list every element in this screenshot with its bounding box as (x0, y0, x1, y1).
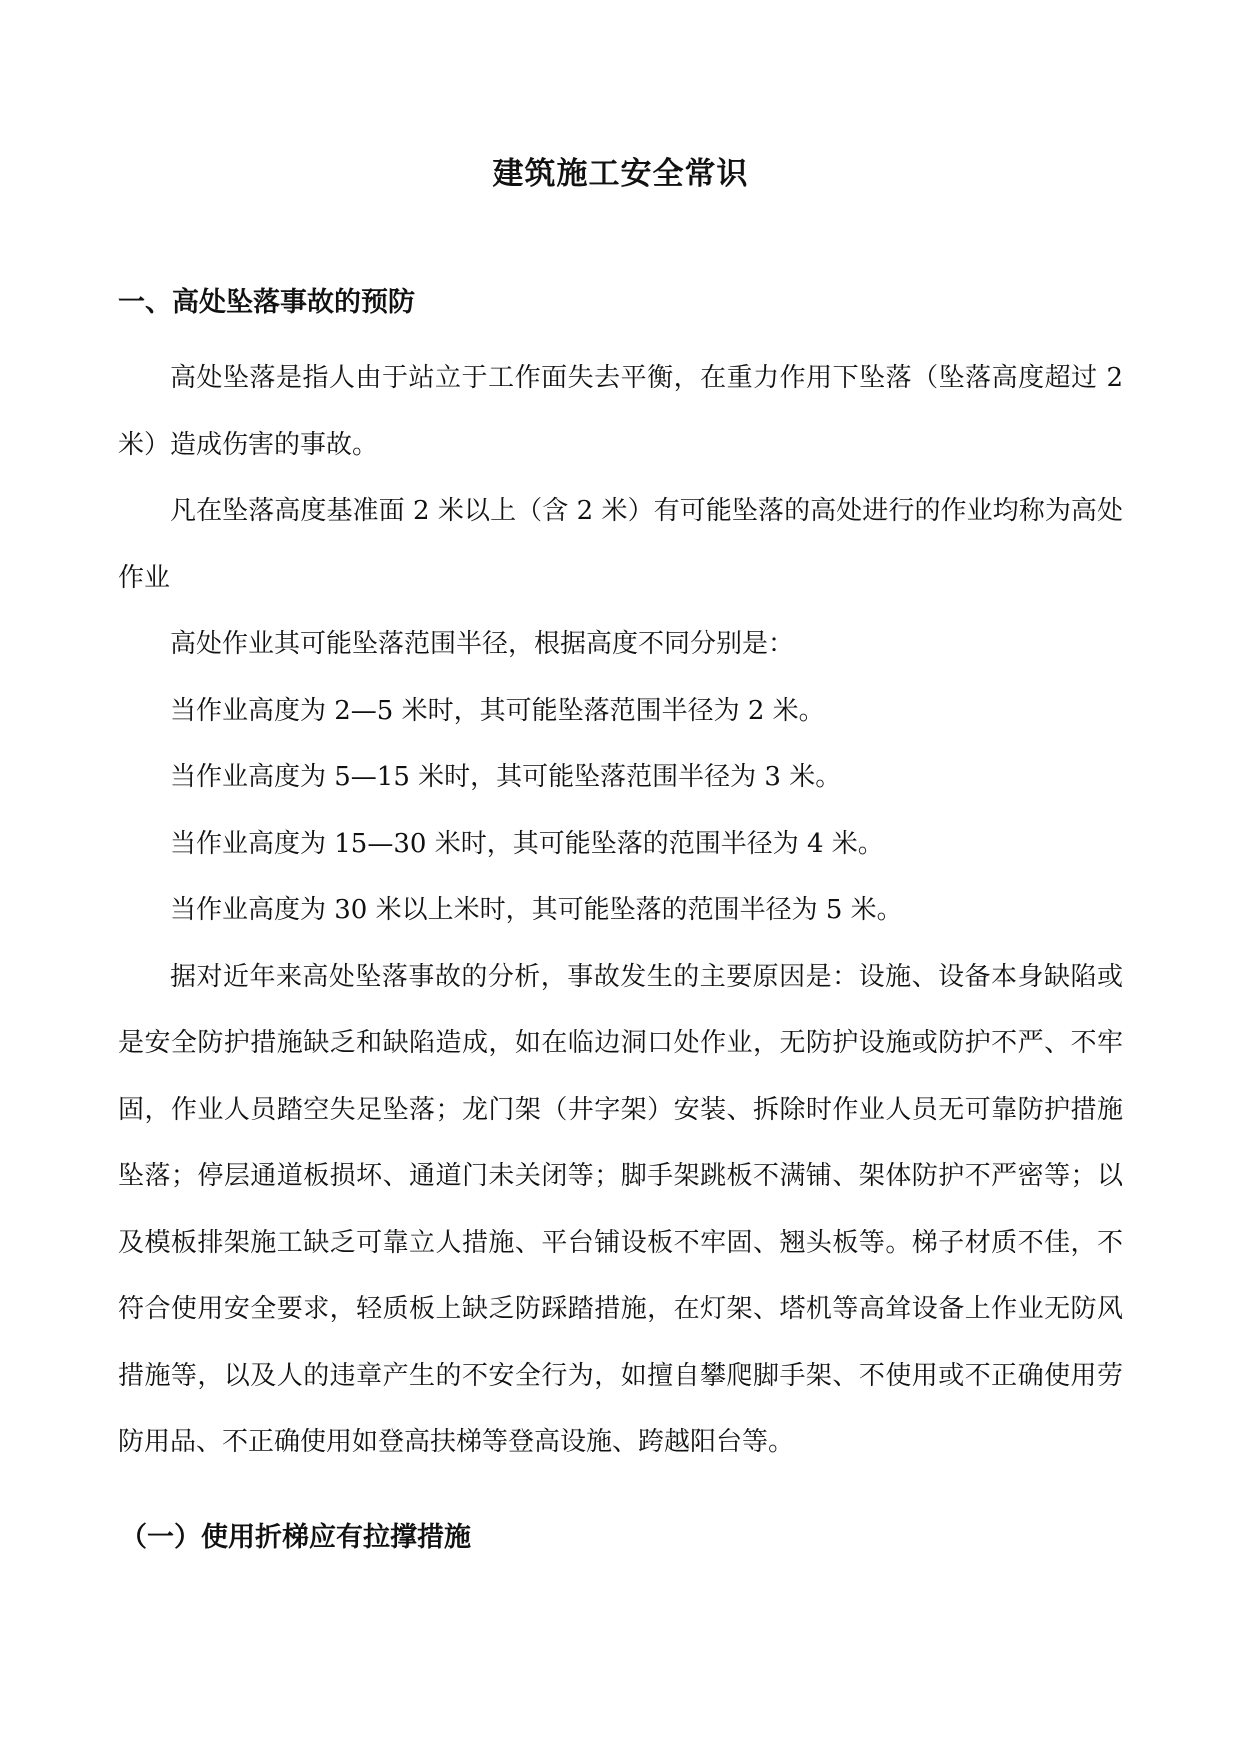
paragraph: 当作业高度为 30 米以上米时，其可能坠落的范围半径为 5 米。 (170, 895, 903, 925)
paragraph: 凡在坠落高度基准面 2 米以上（含 2 米）有可能坠落的高处进行的作业均称为高处作业 (118, 496, 1123, 593)
paragraph: 当作业高度为 5—15 米时，其可能坠落范围半径为 3 米。 (170, 762, 842, 792)
paragraph: 高处坠落是指人由于站立于工作面失去平衡，在重力作用下坠落（坠落高度超过 2 米）造成伤害的事故。 (118, 363, 1123, 460)
paragraph: 高处作业其可能坠落范围半径，根据高度不同分别是： (170, 629, 795, 659)
paragraph: 当作业高度为 2—5 米时，其可能坠落范围半径为 2 米。 (170, 695, 825, 726)
document-title: 建筑施工安全常识 (492, 156, 749, 192)
paragraph: 据对近年来高处坠落事故的分析，事故发生的主要原因是：设施、设备本身缺陷或是安全防护措施缺乏和缺陷造成，如在临边洞口处作业，无防护设施或防护不严、不牢固，作业人员踏空失足坠落；龙门架（井字架）安装、拆除时作业人员无可靠防护措施坠落；停层通道板损坏、通道门未关闭等；脚手架跳板不满铺、架体防护不严密等；以及模板排架施工缺乏可靠立人措施、平台铺设板不牢固、翘头板等。梯子材质不佳，不符合使用安全要求，轻质板上缺乏防踩踏措施，在灯架、塔机等高耸设备上作业无防风措施等，以及人的违章产生的不安全行为，如擅自攀爬脚手架、不使用或不正确使用劳防用品、不正确使用如登高扶梯等登高设施、跨越阳台等。 (118, 961, 1123, 1457)
section-heading: 一、高处坠落事故的预防 (118, 287, 415, 318)
subsection-heading: （一）使用折梯应有拉撑措施 (120, 1522, 471, 1553)
paragraph: 当作业高度为 15—30 米时，其可能坠落的范围半径为 4 米。 (170, 828, 884, 859)
body-text (118, 345, 1123, 1476)
